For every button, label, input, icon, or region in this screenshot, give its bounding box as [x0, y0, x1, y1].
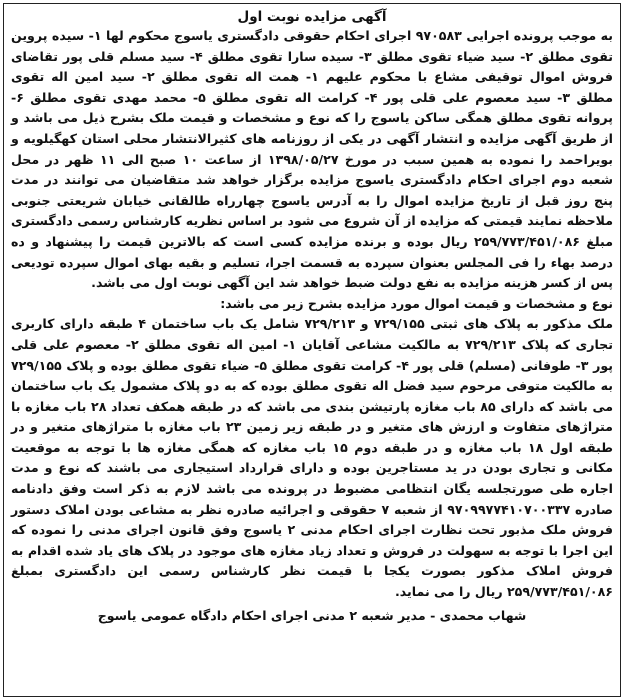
notice-title: آگهی مزایده نوبت اول	[237, 9, 387, 25]
property-section-heading: نوع و مشخصات و قیمت اموال مورد مزایده بشرح زیر می باشد:	[220, 295, 613, 311]
signature-line: شهاب محمدی - مدیر شعبه ۲ مدنی اجرای احکام دادگاه عمومی یاسوج	[97, 607, 527, 623]
property-description-paragraph: ملک مذکور به پلاک های ثبتی ۷۲۹/۱۵۵ و ۷۲۹/۲۱۳ شامل یک باب ساختمان ۴ طبقه دارای کاربری تجاری که پلاک ۷۲۹/۲۱۳ به مالکیت مشاعی آقایان ۱- امین اله تقوی مطلق ۲- معصوم علی قلی پور ۳- طوفانی (مسلم) قلی پور ۴- کرامت تقوی مطلق ۵- ضیاء تقوی مطلق بوده و پلاک ۷۲۹/۱۵۵ به مالکیت متوفی مرحوم سید فضل اله تقوی مطلق بوده که به دو پلاک مشمول یک باب ساختمان می باشد که دارای ۸۵ باب مغازه پارتیشن بندی می باشد که در طبقه همکف تعداد ۲۸ باب مغازه با متراژهای متفاوت و ارزش های متغیر و در طبقه زیر زمین ۲۳ باب مغازه با متراژهای متغیر و در طبقه اول ۱۸ باب مغازه و در طبقه دوم ۱۵ باب مغازه که همگی مغازه ها با توجه به موقعیت مکانی و تجاری بودن در ید مستاجرین بوده و دارای قرارداد استیجاری می باشند که نوع و مدت اجاره طی صورتجلسه یگان انتظامی مضبوط در پرونده می باشد لازم به ذکر است وفق دادنامه صادره ۹۷۰۹۹۷۷۴۱۰۷۰۰۳۳۷ از شعبه ۷ حقوقی و اجرائیه صادره نظر به مشاعی بودن املاک دستور فروش ملک مذبور تحت نظارت اجرای احکام مدنی ۲ یاسوج وفق قانون اجرای مدنی را نموده که این اجرا با توجه به سهولت در فروش و تعداد زیاد مغازه های موجود در پلاک های یاد شده اقدام به فروش املاک مذکور بصورت یکجا با قیمت نظر کارشناس رسمی این دادگستری بمبلغ ۲۵۹/۷۷۳/۴۵۱/۰۸۶ ریال را می نماید.	[11, 316, 614, 600]
intro-paragraph: به موجب پرونده اجرایی ۹۷۰۵۸۳ اجرای احکام حقوقی دادگستری یاسوج محکوم لها ۱- سیده پروین تقوی مطلق ۲- سید ضیاء تقوی مطلق ۳- سیده سارا تقوی مطلق ۴- سید مسلم قلی پور تقاضای فروش اموال توقیفی مشاع با محکوم علیهم ۱- همت اله تقوی مطلق ۲- سید امین اله تقوی مطلق ۳- سید معصوم علی قلی پور ۴- کرامت اله تقوی مطلق ۵- محمد مهدی تقوی مطلق ۶- پروانه تقوی مطلق همگی ساکن یاسوج را که نوع و مشخصات و قیمت ملک بشرح ذیل می باشد و از طریق آگهی مزایده و انتشار آگهی در یکی از روزنامه های کثیرالانتشار محلی استان کهگیلویه و بویراحمد را نموده به همین سبب در مورخ ۱۳۹۸/۰۵/۲۷ از ساعت ۱۰ صبح الی ۱۱ ظهر در محل شعبه دوم اجرای احکام دادگستری یاسوج مزایده برگزار خواهد شد متقاضیان می توانند در مدت پنج روز قبل از تاریخ مزایده اموال را به آدرس یاسوج چهارراه طالقانی خیابان شریعتی جنوبی ملاحظه نمایند قیمتی که مزایده از آن شروع می شود بر اساس نظریه کارشناس رسمی دادگستری مبلغ ۲۵۹/۷۷۳/۴۵۱/۰۸۶ ریال بوده و برنده مزایده کسی است که بالاترین قیمت را پیشنهاد و ده درصد بهاء را فی المجلس بعنوان سپرده به قسمت اجرا، تسلیم و بقیه بهای اموال سپرده تودیعی پس از کسر هزینه مزایده به نفع دولت ضبط خواهد شد این آگهی نوبت اول می باشد.	[11, 28, 614, 291]
auction-notice	[3, 3, 621, 697]
